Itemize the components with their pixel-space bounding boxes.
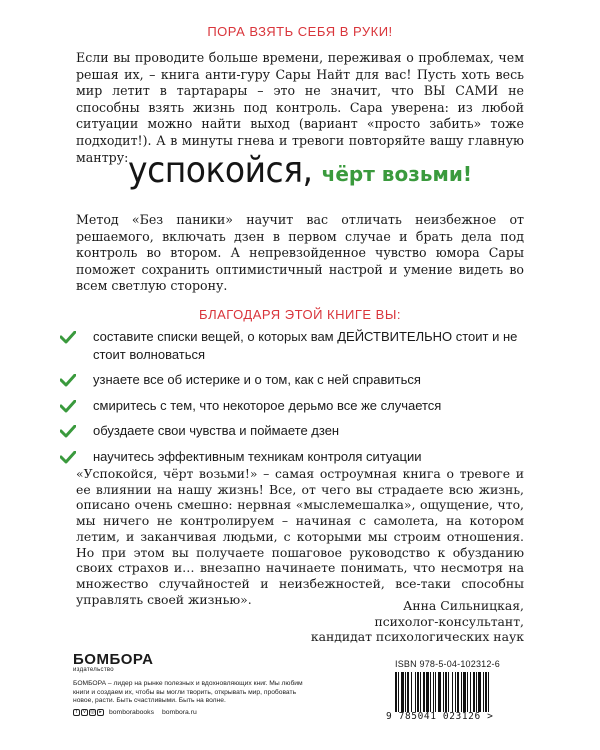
check-icon	[60, 331, 76, 344]
barcode-bar	[488, 672, 489, 712]
barcode-bar	[417, 672, 419, 712]
youtube-icon[interactable]: ▸	[97, 709, 104, 716]
barcode-bar	[426, 672, 429, 712]
barcode-bar	[463, 672, 466, 712]
check-icon	[60, 374, 76, 387]
list-item-text: смиритесь с тем, что некоторое дерьмо все же случается	[93, 397, 442, 413]
barcode-bar	[478, 672, 481, 712]
barcode	[393, 672, 533, 712]
barcode-bar	[430, 672, 431, 712]
barcode-bar	[435, 672, 436, 712]
list-item-text: составите списки вещей, о которых вам ДЕЙСТВИТЕЛЬНО стоит и не стоит волноваться	[93, 329, 518, 362]
list-item-text: обуздаете свои чувства и поймаете дзен	[93, 423, 340, 439]
publisher-description: БОМБОРА – лидер на рынке полезных и вдохновляющих книг. Мы любим книги и создаем их, чтобы вы могли творить, открывать мир, пробовать новое, расти. Быть счастливыми. Быть на волне.	[73, 680, 303, 705]
isbn-label: ISBN 978-5-04-102312-6	[395, 659, 500, 669]
barcode-bar	[433, 672, 434, 712]
barcode-bar	[405, 672, 406, 712]
list-item-text: узнаете все об истерике и о том, как с ней справиться	[93, 372, 421, 388]
barcode-bar	[448, 672, 449, 712]
method-paragraph: Метод «Без паники» научит вас отличать неизбежное от решаемого, включать дзен в первом случае и брать дела под контроль во втором. А непревзойденное чувство юмора Сары поможет сохранить оптимистичный настрой и умение видеть во всем светлую сторону.	[76, 212, 524, 294]
barcode-bar	[398, 672, 399, 712]
list-item	[60, 422, 540, 440]
list-item	[60, 397, 540, 415]
benefits-heading: БЛАГОДАРЯ ЭТОЙ КНИГЕ ВЫ:	[199, 307, 401, 322]
author-role: психолог-консультант,	[374, 613, 524, 629]
barcode-bar	[461, 672, 462, 712]
publisher-logo-subtitle: издательство	[73, 667, 114, 673]
vk-icon[interactable]: v	[81, 709, 88, 716]
publisher-website[interactable]: bombora.ru	[161, 709, 197, 716]
barcode-bar	[476, 672, 477, 712]
list-item	[60, 448, 540, 466]
barcode-bar	[452, 672, 453, 712]
facebook-icon[interactable]: f	[73, 709, 80, 716]
author-name: Анна Сильницкая,	[403, 598, 524, 613]
publisher-social	[73, 709, 197, 716]
barcode-bar	[407, 672, 409, 712]
barcode-bar	[455, 672, 456, 712]
review-quote: «Успокойся, чёрт возьми!» – самая остроумная книга о тревоге и ее влиянии на нашу жизнь! Все, от чего вы страдаете всю жизнь, описано очень смешно: нервная «мыслемешалка», ощущение, что, мы ничего не контролируем – начиная с самолета, на котором летим, и заканчивая людьми, с которыми мы строим отношения. Но при этом вы получаете пошаговое руководство к обузданию своих страхов и… внезапно начинаете понимать, что несмотря на множество случайностей и неизбежностей, все-таки способны управлять своей жизнью».	[76, 466, 524, 607]
barcode-digits: 9 785041 023126 >	[386, 711, 494, 722]
barcode-bar	[401, 672, 404, 712]
check-icon	[60, 451, 76, 464]
check-icon	[60, 425, 76, 438]
barcode-bar	[467, 672, 468, 712]
barcode-bar	[483, 672, 484, 712]
list-item	[60, 371, 540, 389]
publisher-logo: БОМБОРА	[73, 651, 154, 668]
barcode-bar	[457, 672, 459, 712]
barcode-bar	[423, 672, 425, 712]
intro-paragraph: Если вы проводите больше времени, переживая о проблемах, чем решая их, – книга анти-гуру Сары Найт для вас! Пусть хоть весь мир летит в тартарары – это не значит, что ВЫ САМИ не способны взять жизнь под контроль. Сара уверена: из любой ситуации можно найти выход (вариант «просто забить» тоже подходит!). А в минуты гнева и тревоги повторяйте вашу главную мантру:	[76, 50, 524, 165]
barcode-bar	[445, 672, 447, 712]
benefits-list	[60, 320, 540, 466]
list-item-text: научитесь эффективным техникам контроля ситуации	[93, 448, 422, 464]
barcode-bar	[411, 672, 412, 712]
check-icon	[60, 400, 76, 413]
barcode-bar	[473, 672, 475, 712]
barcode-bar	[415, 672, 416, 712]
social-handle[interactable]: bomborabooks	[109, 709, 154, 716]
barcode-bar	[485, 672, 487, 712]
list-item	[60, 328, 540, 363]
barcode-bar	[395, 672, 397, 712]
barcode-bar	[470, 672, 471, 712]
mantra-handwritten: успокойся,	[128, 148, 313, 191]
barcode-bar	[438, 672, 441, 712]
instagram-icon[interactable]: ◎	[90, 709, 95, 715]
barcode-bar	[443, 672, 444, 712]
review-author	[311, 598, 524, 645]
author-degree: кандидат психологических наук	[310, 629, 524, 645]
barcode-bar	[420, 672, 421, 712]
page-heading: ПОРА ВЗЯТЬ СЕБЯ В РУКИ!	[207, 24, 393, 39]
mantra-bold: чёрт возьми!	[321, 162, 472, 186]
mantra	[0, 150, 600, 189]
